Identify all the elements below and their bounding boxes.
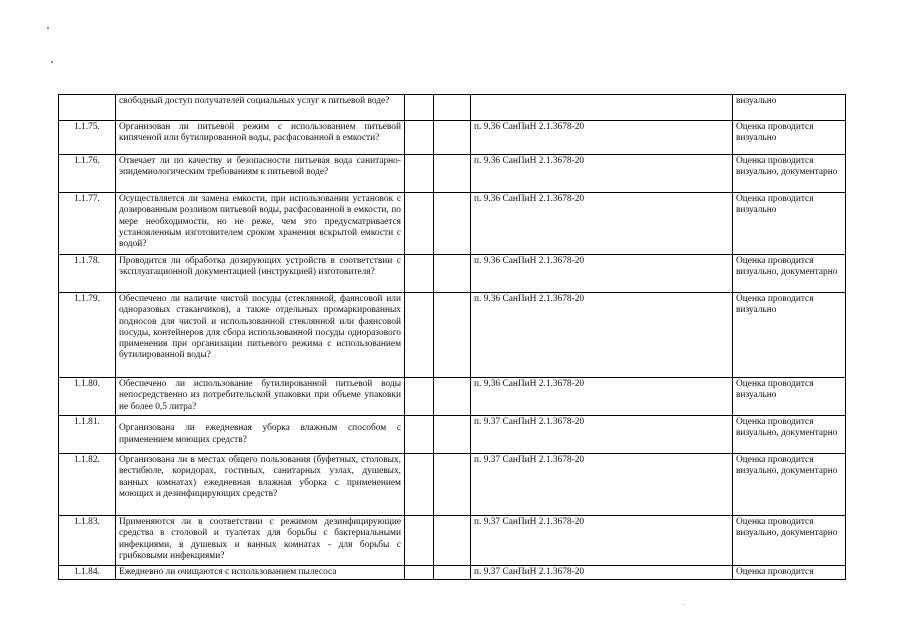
assessment-method: Оценка проводится визуально, документарно — [733, 155, 846, 193]
question-text: Обеспечено ли использование бутилированной питьевой воды непосредственно из потребительской упаковки при объеме упаковки не более 0,5 литра? — [116, 378, 405, 416]
checklist-table — [58, 94, 846, 580]
assessment-method: Оценка проводится визуально, документарно — [733, 255, 846, 293]
row-number: 1.1.80. — [59, 378, 116, 416]
empty-cell — [434, 416, 471, 454]
legal-reference: п. 9.37 СанПиН 2.1.3678-20 — [471, 454, 733, 516]
empty-cell — [434, 566, 471, 580]
row-number: 1.1.79. — [59, 293, 116, 378]
empty-cell — [434, 293, 471, 378]
empty-cell — [405, 454, 434, 516]
assessment-method: Оценка проводится визуально — [733, 121, 846, 155]
question-text: Осуществляется ли замена емкости, при использовании установок с дозированным розливом питьевой воды, расфасованной в емкости, по мере необходимости, но не реже, чем это предусматривается установленным изготовителем сроком хранения вскрытой емкости с водой? — [116, 193, 405, 255]
empty-cell — [434, 193, 471, 255]
legal-reference — [471, 95, 733, 121]
empty-cell — [405, 255, 434, 293]
scan-speck — [51, 61, 53, 63]
table-row — [59, 121, 846, 155]
empty-cell — [405, 193, 434, 255]
legal-reference: п. 9.36 СанПиН 2.1.3678-20 — [471, 193, 733, 255]
row-number: 1.1.77. — [59, 193, 116, 255]
row-number: 1.1.76. — [59, 155, 116, 193]
empty-cell — [405, 121, 434, 155]
empty-cell — [434, 454, 471, 516]
question-text: Отвечает ли по качеству и безопасности питьевая вода санитарно-эпидемиологическим требованиям к питьевой воде? — [116, 155, 405, 193]
assessment-method: Оценка проводится визуально, документарно — [733, 416, 846, 454]
empty-cell — [405, 95, 434, 121]
row-number: 1.1.75. — [59, 121, 116, 155]
legal-reference: п. 9.36 СанПиН 2.1.3678-20 — [471, 293, 733, 378]
row-number: 1.1.82. — [59, 454, 116, 516]
legal-reference: п. 9.37 СанПиН 2.1.3678-20 — [471, 516, 733, 566]
assessment-method: визуально — [733, 95, 846, 121]
row-number: 1.1.78. — [59, 255, 116, 293]
question-text: Проводится ли обработка дозирующих устройств в соответствии с эксплуатационной документацией (инструкцией) изготовителя? — [116, 255, 405, 293]
table-row — [59, 293, 846, 378]
table-row — [59, 416, 846, 454]
table-row — [59, 155, 846, 193]
legal-reference: п. 9.36 СанПиН 2.1.3678-20 — [471, 121, 733, 155]
row-number — [59, 95, 116, 121]
table-row — [59, 516, 846, 566]
table-row — [59, 454, 846, 516]
legal-reference: п. 9.36 СанПиН 2.1.3678-20 — [471, 255, 733, 293]
question-text: Обеспечено ли наличие чистой посуды (стеклянной, фаянсовой или одноразовых стаканчиков), а также отдельных промаркированных подносов для чистой и использованной стеклянной или фаянсовой посуды, контейнеров для сбора использованной посуды одноразового применения при организации питьевого режима с использованием бутилированной воды? — [116, 293, 405, 378]
question-text: Ежедневно ли очищаются с использованием пылесоса — [116, 566, 405, 580]
scan-speck — [683, 604, 684, 605]
row-number: 1.1.84. — [59, 566, 116, 580]
empty-cell — [434, 155, 471, 193]
empty-cell — [405, 416, 434, 454]
scan-speck — [47, 27, 49, 29]
legal-reference: п. 9.37 СанПиН 2.1.3678-20 — [471, 566, 733, 580]
table-row — [59, 193, 846, 255]
empty-cell — [405, 293, 434, 378]
assessment-method: Оценка проводится визуально, документарно — [733, 454, 846, 516]
empty-cell — [434, 255, 471, 293]
table-row — [59, 95, 846, 121]
empty-cell — [405, 155, 434, 193]
assessment-method: Оценка проводится визуально — [733, 193, 846, 255]
assessment-method: Оценка проводится визуально — [733, 378, 846, 416]
table-row — [59, 378, 846, 416]
empty-cell — [434, 378, 471, 416]
empty-cell — [405, 516, 434, 566]
row-number: 1.1.83. — [59, 516, 116, 566]
legal-reference: п. 9.36 СанПиН 2.1.3678-20 — [471, 155, 733, 193]
question-text: Организована ли в местах общего пользования (буфетных, столовых, вестибюле, коридорах, гостиных, санитарных узлах, душевых, ванных комнатах) ежедневная влажная уборка с применением моющих и дезинфицирующих средств? — [116, 454, 405, 516]
legal-reference: п. 9.36 СанПиН 2.1.3678-20 — [471, 378, 733, 416]
row-number: 1.1.81. — [59, 416, 116, 454]
question-text: Применяются ли в соответствии с режимом дезинфицирующие средства в столовой и туалетах для борьбы с бактериальными инфекциями, в душевых и ванных комнатах - для борьбы с грибковыми инфекциями? — [116, 516, 405, 566]
table-row — [59, 255, 846, 293]
assessment-method: Оценка проводится — [733, 566, 846, 580]
table-row — [59, 566, 846, 580]
assessment-method: Оценка проводится визуально — [733, 293, 846, 378]
empty-cell — [434, 95, 471, 121]
empty-cell — [405, 566, 434, 580]
legal-reference: п. 9.37 СанПиН 2.1.3678-20 — [471, 416, 733, 454]
empty-cell — [405, 378, 434, 416]
question-text: Организован ли питьевой режим с использованием питьевой кипяченой или бутилированной воды, расфасованной в емкости? — [116, 121, 405, 155]
empty-cell — [434, 121, 471, 155]
empty-cell — [434, 516, 471, 566]
question-text: свободный доступ получателей социальных услуг к питьевой воде? — [116, 95, 405, 121]
assessment-method: Оценка проводится визуально, документарно — [733, 516, 846, 566]
question-text: Организована ли ежедневная уборка влажным способом с применением моющих средств? — [116, 416, 405, 454]
